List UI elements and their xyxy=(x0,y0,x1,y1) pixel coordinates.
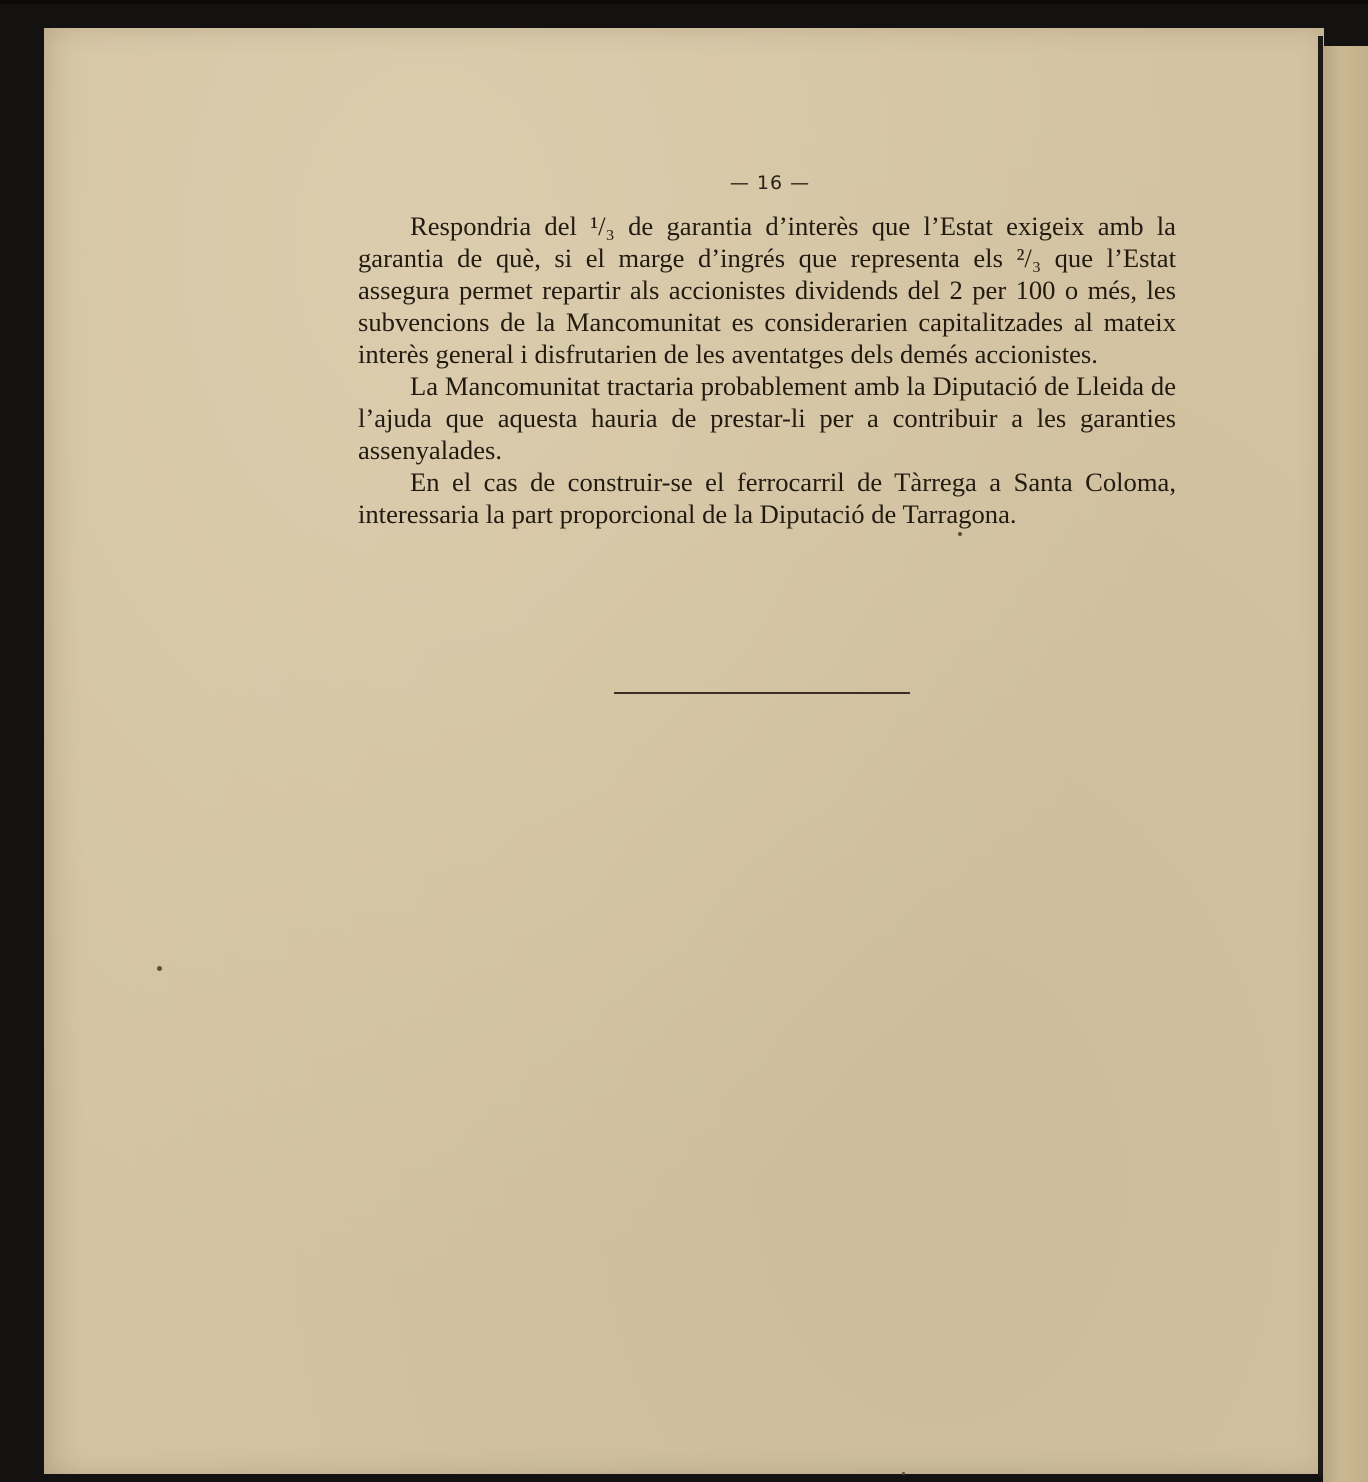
scan-top-border xyxy=(0,0,1368,4)
paper-speck xyxy=(157,966,162,971)
paragraph: En el cas de construir-se el ferrocarril de Tàrrega a Santa Coloma, interessaria la part proporcional de la Diputació de Tarragona. xyxy=(358,467,1176,529)
paragraph: La Mancomunitat tractaria probablement amb la Diputació de Lleida de l’ajuda que aquesta hauria de prestar-li per a contribuir a les garanties assenyalades. xyxy=(358,371,1176,465)
next-page-edge xyxy=(1323,46,1368,1482)
paragraph: Respondria del ¹/₃ de garantia d’interès que l’Estat exigeix amb la garantia de què, si el marge d’ingrés que representa els ²/₃ que l’Estat assegura permet repartir als accionistes dividends del 2 per 100 o més, les subvencions de la Mancomunitat es considerarien capitalitzades al mateix interès general i disfrutarien de les aventatges dels demés accionistes. xyxy=(358,211,1176,369)
paper-speck xyxy=(958,532,962,536)
section-end-rule xyxy=(614,692,910,694)
paper-speck xyxy=(902,1472,905,1475)
body-text xyxy=(358,210,1176,530)
page-number: — 16 — xyxy=(729,172,811,194)
